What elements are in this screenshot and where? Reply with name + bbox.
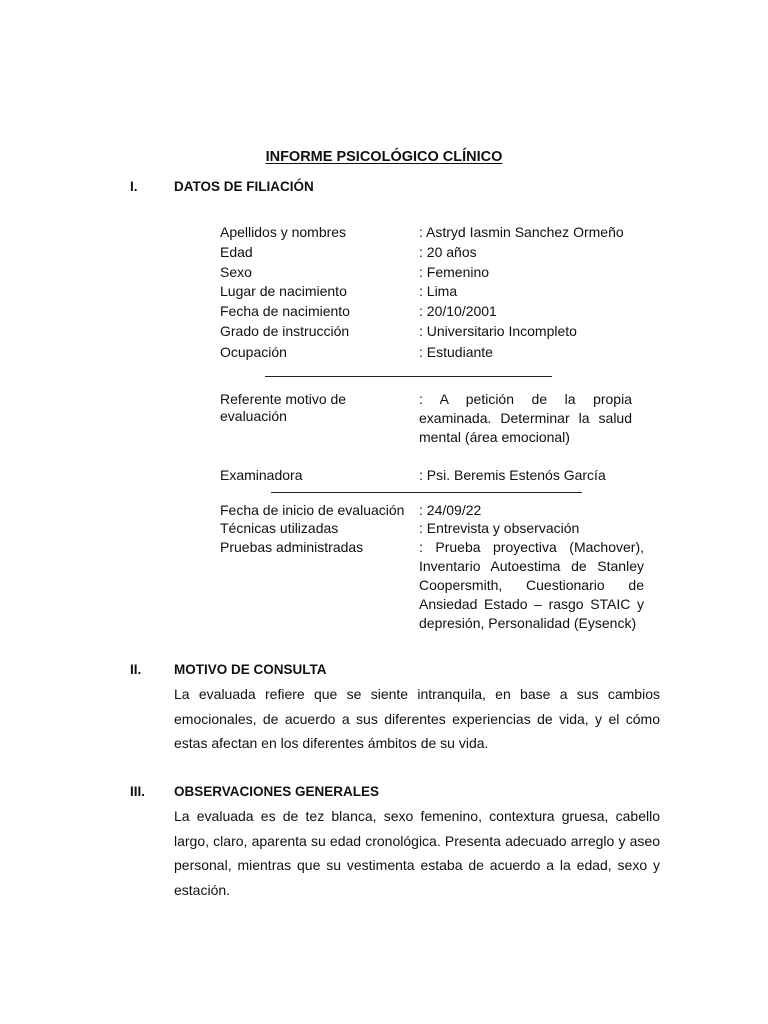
section-number-filiacion: I. [130, 179, 138, 194]
section-title-motivo: MOTIVO DE CONSULTA [174, 662, 327, 677]
field-label-lugar: Lugar de nacimiento [220, 283, 347, 299]
report-title: INFORME PSICOLÓGICO CLÍNICO [265, 149, 503, 165]
field-value-fecha-inicio: : 24/09/22 [419, 502, 482, 518]
field-label-pruebas: Pruebas administradas [220, 539, 364, 555]
field-value-examinadora: : Psi. Beremis Estenós García [419, 467, 606, 483]
field-value-pruebas: : Prueba proyectiva (Machover), Inventario Autoestima de Stanley Coopersmith, Cuestionario de Ansiedad Estado – rasgo STAIC y depresión, Personalidad (Eysenck) [419, 539, 644, 631]
section-number-observaciones: III. [130, 784, 146, 799]
field-label-fecha-inicio: Fecha de inicio de evaluación [220, 502, 405, 518]
field-value-edad: : 20 años [419, 244, 477, 260]
divider-line [265, 376, 552, 377]
paragraph-observaciones: La evaluada es de tez blanca, sexo femenino, contextura gruesa, cabello largo, claro, aparenta su edad cronológica. Presenta adecuado arreglo y aseo personal, mientras que su vestimenta estaba de acuerdo a la edad, sexo y estación. [174, 808, 660, 898]
field-value-fecha-nacimiento: : 20/10/2001 [419, 303, 497, 319]
field-label-grado: Grado de instrucción [220, 323, 350, 339]
field-label-edad: Edad [220, 244, 253, 260]
field-value-sexo: : Femenino [419, 264, 490, 280]
field-value-grado: : Universitario Incompleto [419, 323, 577, 339]
paragraph-motivo: La evaluada refiere que se siente intranquila, en base a sus cambios emocionales, de acuerdo a sus diferentes experiencias de vida, y el cómo estas afectan en los diferentes ámbitos de su vida. [174, 686, 660, 751]
field-value-lugar: : Lima [419, 283, 458, 299]
field-value-nombres: : Astryd Iasmin Sanchez Ormeño [419, 224, 624, 240]
field-label-tecnicas: Técnicas utilizadas [220, 520, 339, 536]
field-label-fecha-nacimiento: Fecha de nacimiento [220, 303, 350, 319]
field-label-referente: Referente motivo de evaluación [220, 391, 347, 424]
field-label-ocupacion: Ocupación [220, 344, 287, 360]
field-value-tecnicas: : Entrevista y observación [419, 520, 580, 536]
field-label-nombres: Apellidos y nombres [220, 224, 347, 240]
section-number-motivo: II. [130, 662, 142, 677]
section-title-filiacion: DATOS DE FILIACIÓN [174, 179, 314, 194]
field-label-examinadora: Examinadora [220, 467, 303, 483]
field-value-referente: : A petición de la propia examinada. Determinar la salud mental (área emocional) [419, 391, 632, 445]
divider-line [271, 492, 582, 493]
section-title-observaciones: OBSERVACIONES GENERALES [174, 784, 380, 799]
field-value-ocupacion: : Estudiante [419, 344, 493, 360]
field-label-sexo: Sexo [220, 264, 252, 280]
